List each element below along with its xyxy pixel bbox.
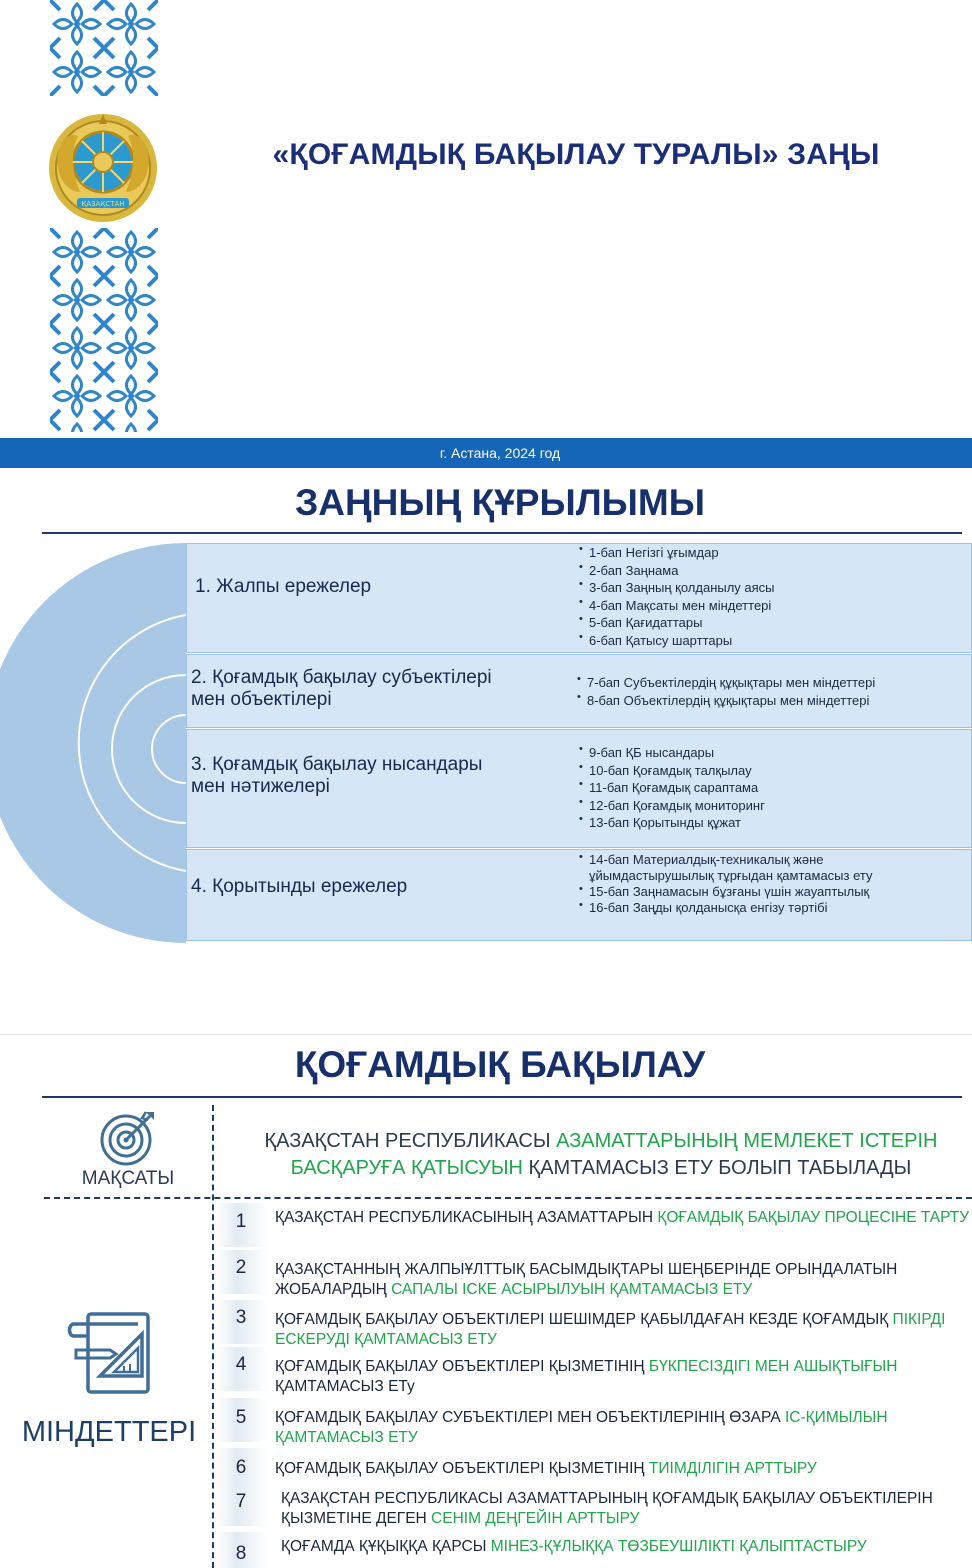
article-item: • 12-бап Қоғамдық мониторинг <box>579 797 765 815</box>
article-item: • 10-бап Қоғамдық талқылау <box>579 762 765 780</box>
task-text-highlight: БҮКПЕСІЗДІГІ МЕН АШЫҚТЫҒЫН <box>648 1358 898 1375</box>
task-text-plain: ҚОҒАМДЫҚ БАҚЫЛАУ СУБЪЕКТІЛЕРІ МЕН ОБЪЕКТІЛЕРІНІҢ ӨЗАРА <box>275 1409 785 1426</box>
horizontal-dashed-divider <box>44 1197 972 1199</box>
task-number: 7 <box>235 1491 247 1512</box>
task-number: 2 <box>235 1257 247 1278</box>
aim-text-plain: ҚАЗАҚСТАН РЕСПУБЛИКАСЫ <box>264 1130 557 1152</box>
section-row-4 <box>186 849 972 941</box>
article-list <box>577 674 875 709</box>
aim-label: МАҚСАТЫ <box>81 1168 175 1189</box>
task-text <box>281 1537 972 1568</box>
task-text-plain: ҚОҒАМДА ҚҰҚЫҚҚА ҚАРСЫ <box>281 1538 491 1555</box>
section-row-2 <box>186 654 972 728</box>
aim-text-plain-end: ҚАМТАМАСЫЗ ЕТУ БОЛЫП ТАБЫЛАДЫ <box>522 1157 912 1179</box>
task-number: 6 <box>235 1457 247 1478</box>
task-text <box>275 1310 972 1350</box>
task-number: 8 <box>235 1543 247 1564</box>
article-item: • 1-бап Негізгі ұғымдар <box>579 544 775 562</box>
task-text-highlight: СЕНІМ ДЕҢГЕЙІН АРТТЫРУ <box>431 1510 640 1527</box>
article-item: • 11-бап Қоғамдық сараптама <box>579 779 765 797</box>
article-item: • 15-бап Заңнамасын бұзғаны үшін жауаптылық <box>579 884 949 900</box>
section-title: 3. Қоғамдық бақылау нысандары мен нәтижелері <box>191 754 483 797</box>
task-text-highlight: ТИІМДІЛІГІН АРТТЫРУ <box>648 1460 817 1477</box>
task-text <box>281 1489 972 1529</box>
task-text <box>275 1408 972 1448</box>
title-underline <box>42 1096 962 1098</box>
slide1-title: «ҚОҒАМДЫҚ БАҚЫЛАУ ТУРАЛЫ» ЗАҢЫ <box>272 138 880 171</box>
task-text-plain: ҚАЗАҚСТАН РЕСПУБЛИКАСЫ АЗАМАТТАРЫНЫҢ ҚОҒАМДЫҚ БАҚЫЛАУ ОБЪЕКТІЛЕРІН ҚЫЗМЕТІНЕ ДЕГЕН <box>281 1490 933 1527</box>
section-row-1 <box>186 543 972 653</box>
ornament-pattern-bottom <box>50 228 158 432</box>
section-row-3 <box>186 729 972 848</box>
article-list <box>579 744 765 832</box>
task-text-plain: ҚАЗАҚСТАННЫҢ ЖАЛПЫҰЛТТЫҚ БАСЫМДЫҚТАРЫ ШЕҢБЕРІНДЕ ОРЫНДАЛАТЫН ЖОБАЛАРДЫҢ <box>275 1261 898 1298</box>
task-text <box>275 1459 972 1479</box>
task-text-highlight: САПАЛЫ ІСКЕ АСЫРЫЛУЫН ҚАМТАМАСЫЗ ЕТУ <box>391 1281 753 1298</box>
task-text-highlight: МІНЕЗ-ҚҰЛЫҚҚА ТӨЗБЕУШІЛІКТІ ҚАЛЫПТАСТЫРУ <box>490 1538 867 1555</box>
article-item: • 3-бап Заңның қолданылу аясы <box>579 579 775 597</box>
target-icon <box>96 1108 160 1168</box>
section-title: 1. Жалпы ережелер <box>195 576 372 597</box>
ornament-pattern-top <box>50 0 158 96</box>
footer-location-date: г. Астана, 2024 год <box>439 445 561 461</box>
aim-text-highlight: АЗАМАТТАРЫНЫҢ МЕМЛЕКЕТ ІСТЕРІН БАСҚАРУҒА ҚАТЫСУЫН <box>290 1130 938 1179</box>
slide3-title: ҚОҒАМДЫҚ БАҚЫЛАУ <box>294 1044 706 1085</box>
article-item: • 8-бап Объектілердің құқықтары мен міндеттері <box>577 692 875 710</box>
task-text-plain: ҚОҒАМДЫҚ БАҚЫЛАУ ОБЪЕКТІЛЕРІ ҚЫЗМЕТІНІҢ <box>275 1358 649 1375</box>
concentric-arcs <box>0 543 190 943</box>
document-ruler-icon <box>66 1306 158 1398</box>
article-item: • 5-бап Қағидаттары <box>579 614 775 632</box>
task-text-highlight: ҚОҒАМДЫҚ БАҚЫЛАУ ПРОЦЕСІНЕ ТАРТУ <box>657 1209 970 1226</box>
task-number: 3 <box>235 1307 247 1328</box>
task-text-highlight: ІС-ҚИМЫЛЫН ҚАМТАМАСЫЗ ЕТУ <box>275 1409 888 1446</box>
title-underline <box>42 532 962 534</box>
section-title: 2. Қоғамдық бақылау субъектілері мен объектілері <box>191 667 492 710</box>
emblem-text: ҚАЗАҚСТАН <box>81 200 125 208</box>
article-item: • 14-бап Материалдық-техникалық және ұйымдастырушылық тұрғыдан қамтамасыз ету <box>579 852 949 884</box>
article-item: • 4-бап Мақсаты мен міндеттері <box>579 597 775 615</box>
article-item: • 13-бап Қорытынды құжат <box>579 814 765 832</box>
aim-text <box>222 1128 972 1182</box>
task-text <box>275 1208 972 1228</box>
article-item: • 9-бап ҚБ нысандары <box>579 744 765 762</box>
task-text-plain: ҚОҒАМДЫҚ БАҚЫЛАУ ОБЪЕКТІЛЕРІ ШЕШІМДЕР ҚАБЫЛДАҒАН КЕЗДЕ ҚОҒАМДЫҚ <box>275 1311 893 1328</box>
tasks-label: МІНДЕТТЕРІ <box>21 1416 197 1448</box>
article-list <box>579 852 949 916</box>
task-text-plain: ҚОҒАМДЫҚ БАҚЫЛАУ ОБЪЕКТІЛЕРІ ҚЫЗМЕТІНІҢ <box>275 1460 649 1477</box>
state-emblem <box>44 112 162 224</box>
article-list <box>579 544 775 649</box>
article-item: • 7-бап Субъектілердің құқықтары мен міндеттері <box>577 674 875 692</box>
task-number: 5 <box>235 1407 247 1428</box>
article-item: • 16-бап Заңды қолданысқа енгізу тәртібі <box>579 900 949 916</box>
task-text <box>275 1260 972 1300</box>
slide-separator <box>0 1034 972 1035</box>
task-text-tail: ҚАМТАМАСЫЗ ЕТу <box>275 1378 415 1395</box>
vertical-dashed-divider <box>212 1105 214 1568</box>
slide2-title: ЗАҢНЫҢ ҚҰРЫЛЫМЫ <box>295 482 705 523</box>
task-number: 1 <box>235 1211 247 1232</box>
task-number: 4 <box>235 1354 247 1375</box>
article-item: • 2-бап Заңнама <box>579 562 775 580</box>
article-item: • 6-бап Қатысу шарттары <box>579 632 775 650</box>
section-title: 4. Қорытынды ережелер <box>191 876 408 897</box>
task-text <box>275 1357 972 1397</box>
task-text-highlight: ПІКІРДІ ЕСКЕРУДІ ҚАМТАМАСЫЗ ЕТУ <box>275 1311 946 1348</box>
task-text-plain: ҚАЗАҚСТАН РЕСПУБЛИКАСЫНЫҢ АЗАМАТТАРЫН <box>275 1209 658 1226</box>
